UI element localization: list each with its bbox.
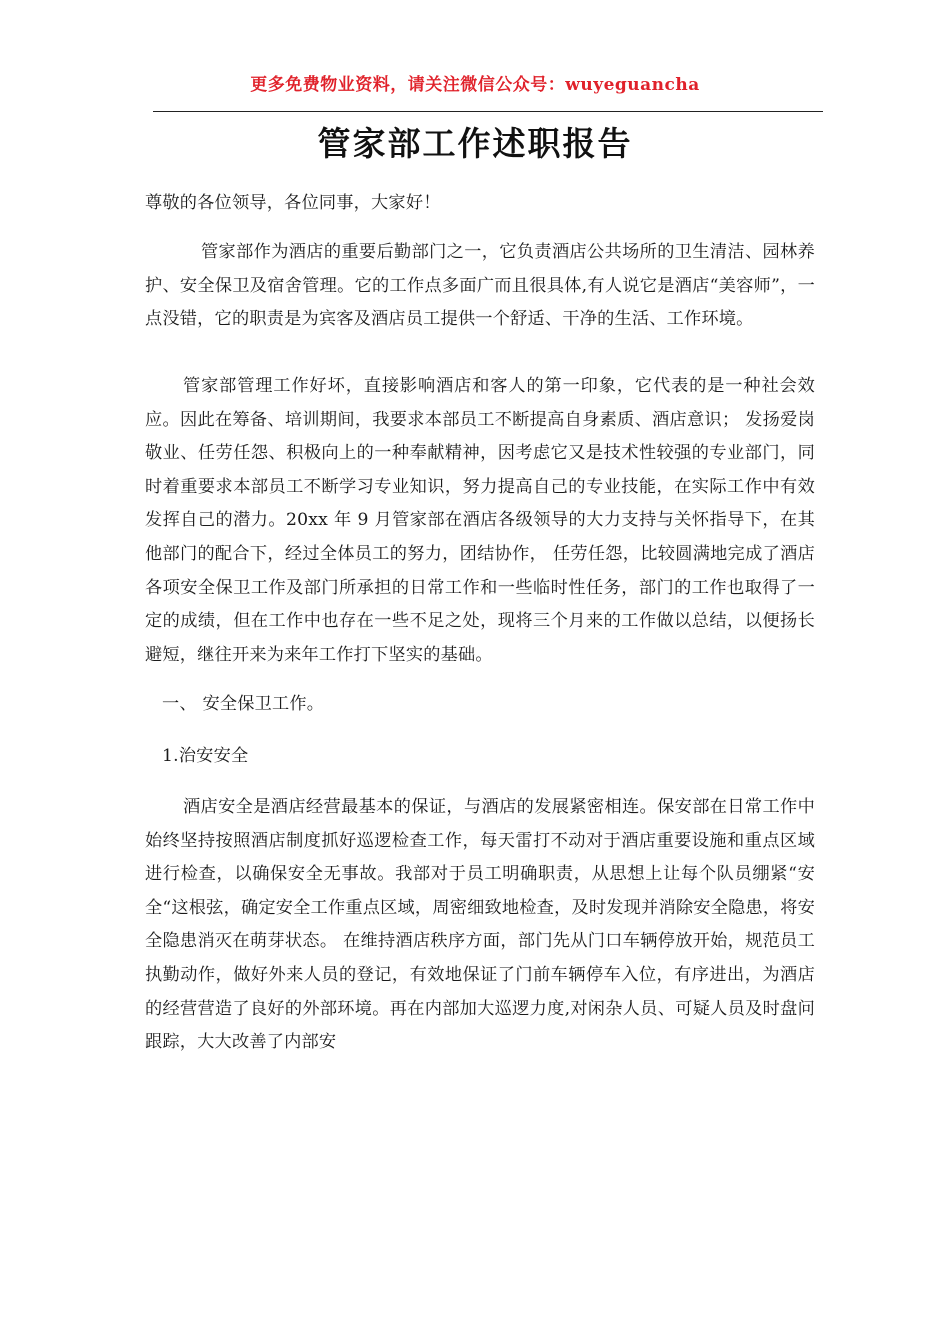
promo-banner: 更多免费物业资料，请关注微信公众号：wuyeguancha: [250, 75, 700, 95]
greeting-line: 尊敬的各位领导，各位同事，大家好！: [145, 193, 441, 213]
document-title: 管家部工作述职报告: [317, 124, 633, 163]
management-paragraph: 管家部管理工作好坏，直接影响酒店和客人的第一印象，它代表的是一种社会效应。因此在筹备、培训期间，我要求本部员工不断提高自身素质、酒店意识； 发扬爱岗敬业、任劳任怨、积极向上的一种奉献精神，因考虑它又是技术性较强的专业部门，同时着重要求本部员工不断学习专业知识，努力提高自己的专业技能，在实际工作中有效发挥自己的潜力。20xx 年 9 月管家部在酒店各级领导的大力支持与关怀指导下，在其他部门的配合下，经过全体员工的努力，团结协作， 任劳任怨，比较圆满地完成了酒店各项安全保卫工作及部门所承担的日常工作和一些临时性任务，部门的工作也取得了一定的成绩，但在工作中也存在一些不足之处，现将三个月来的工作做以总结，以便扬长避短，继往开来为来年工作打下坚实的基础。: [145, 376, 815, 665]
subsection-heading-public-security: 1.治安安全: [162, 746, 249, 766]
security-paragraph: 酒店安全是酒店经营最基本的保证，与酒店的发展紧密相连。保安部在日常工作中始终坚持按照酒店制度抓好巡逻检查工作，每天雷打不动对于酒店重要设施和重点区域进行检查，以确保安全无事故。我部对于员工明确职责，从思想上让每个队员绷紧“安全“这根弦，确定安全工作重点区域，周密细致地检查，及时发现并消除安全隐患，将安全隐患消灭在萌芽状态。 在维持酒店秩序方面，部门先从门口车辆停放开始，规范员工执勤动作，做好外来人员的登记，有效地保证了门前车辆停车入位，有序进出，为酒店的经营营造了良好的外部环境。再在内部加大巡逻力度,对闲杂人员、可疑人员及时盘问跟踪，大大改善了内部安: [145, 797, 815, 1053]
header-divider: [153, 111, 823, 112]
intro-paragraph: 管家部作为酒店的重要后勤部门之一，它负责酒店公共场所的卫生清洁、园林养护、安全保卫及宿舍管理。它的工作点多面广而且很具体,有人说它是酒店“美容师”，一点没错，它的职责是为宾客及酒店员工提供一个舒适、干净的生活、工作环境。: [145, 242, 815, 330]
section-heading-security: 一、 安全保卫工作。: [162, 694, 325, 714]
